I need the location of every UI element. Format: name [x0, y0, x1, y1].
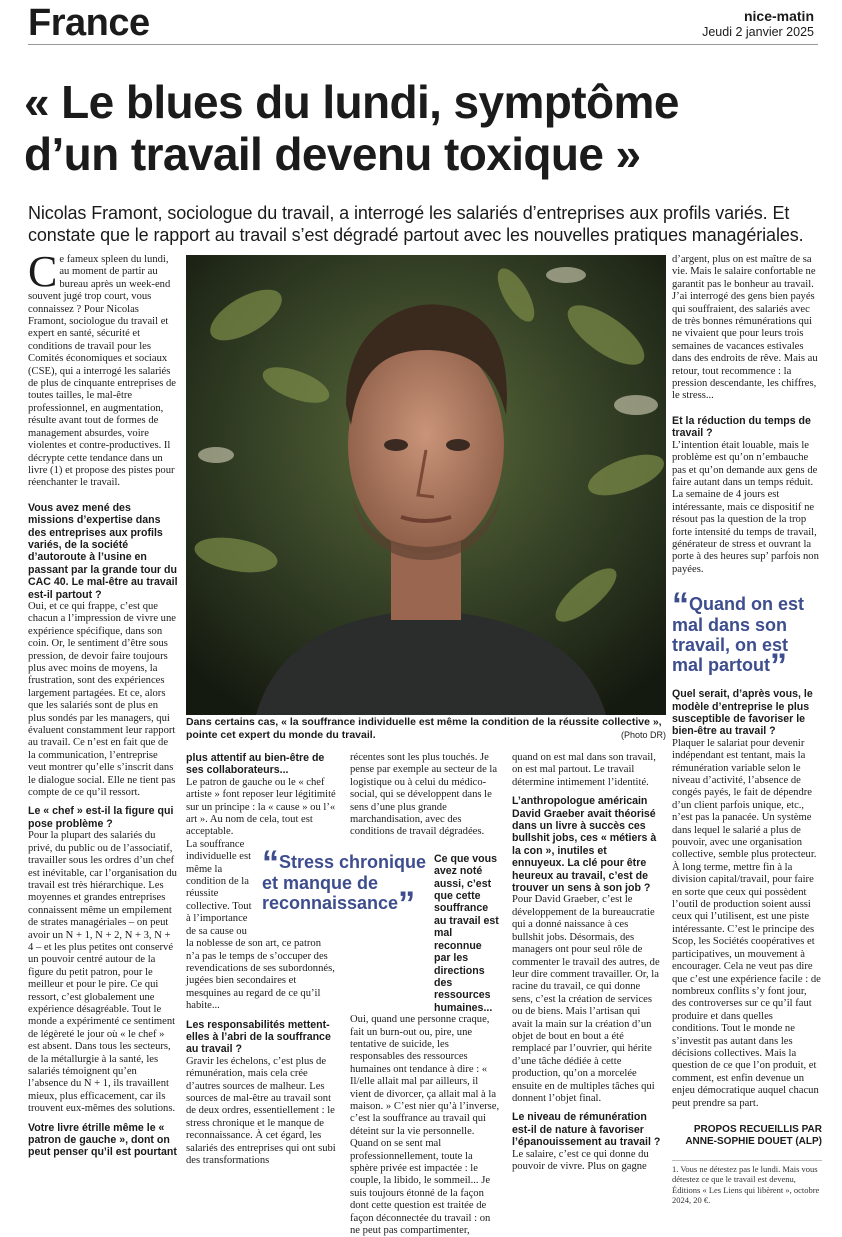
answer-7-end: d’argent, plus on est maître de sa vie. Mais le salaire confortable ne garantit pas le bonheur au travail. J’ai interrogé des gens bien payés qui souffraient, des salariés avec de très bonnes rémunérations qui ne vivaient que pour leurs trois semaines de vacances estivales dans des endroits de rêve. Mais au retour, tout recommence : la pression descendante, les chiffres, le stress...: [672, 254, 818, 402]
answer-8: L’intention était louable, mais le problème est qu’on n’embauche pas et qu’on demande aux gens de faire autant dans un temps réduit. La semaine de 4 jours est intéressante, mais ce dispositif ne résout pas la question de la trop forte intensité du temps de travail, générateur de stress et ouvrant la porte à des heures sup’ parfois non payées.: [672, 439, 819, 575]
byline: [672, 1124, 822, 1148]
question-8: Et la réduction du temps de travail ?: [672, 414, 811, 440]
caption-text: Dans certains cas, « la souffrance individuelle est même la condition de la réussite collective », pointe cet expert du monde du travail.: [186, 716, 662, 741]
question-3: Votre livre étrille même le « patron de gauche », dont on peut penser qu’il est pourtant: [28, 1121, 177, 1159]
answer-4: Gravir les échelons, c’est plus de rémunération, mais cela crée d’autres sources de malheur. Les sources de mal-être au travail sont de deux ordres, essentiellement : le stress chronique et le manque de reconnaissance. À cet égard, les salariés des entreprises qui ont subi des transformations: [186, 1055, 336, 1166]
byline-line-1: PROPOS RECUEILLIS PAR: [693, 1123, 822, 1135]
pull-quote-2: “Quand on est mal dans son travail, on est mal partout”: [672, 586, 805, 686]
portrait-illustration: [186, 255, 666, 715]
answer-7: Le salaire, c’est ce qui donne du pouvoir de vivre. Plus on gagne: [512, 1148, 649, 1172]
question-1: Vous avez mené des missions d’expertise dans des entreprises aux profils variés, de la société d’autoroute à l’usine en passant par la grande tour du CAC 40. Le mal-être au travail est-il partout ?: [28, 501, 178, 601]
column-5: [672, 254, 822, 1206]
answer-9: Plaquer le salariat pour devenir indépendant est tentant, mais la rémunération variable selon le niveau d’activité, l’absence de congés payés, le fait de dépendre d’un client parfois unique, etc., n’est pas la panacée. Un système dans lequel le salarié a plus de pouvoir, avec une organisation collective, semble plus protecteur. À long terme, mettre fin à la division capital/travail, pour faire en sorte que ceux qui possèdent l’outil de production soient aussi ceux qui l’utilisent, est une piste intéressante. C’est le principe des Scop, les Sociétés coopératives et participatives, un mouvement à encourager. Cela ne veut pas dire que c’est une expérience facile : de nombreux conflits s’y font jour, des controverses sur ce qu’il faut produire et dans quelles conditions. Tout le monde ne s’investit pas autant dans les décisions collectives. Mais la question de ce que l’on produit, et comment, est enfin devenue un enjeu démocratique auquel chacun peut prendre sa part.: [672, 737, 821, 1109]
answer-3b: La souffrance individuelle est même la condition de la réussite collective. Tout à l’importance de sa cause ou: [186, 838, 252, 937]
column-2: [186, 752, 336, 1167]
headline-line-2: d’un travail devenu toxique »: [24, 128, 641, 180]
pull-quote-1-text: Stress chronique et manque de reconnaissance: [262, 852, 427, 913]
answer-1: Oui, et ce qui frappe, c’est que chacun a l’impression de vivre une expérience spécifique, dans son coin. Or, le sentiment d’être sous pression, de devoir faire toujours plus avec moins de moyens, la frustration, sont des expériences largement partagées. Et ce, alors que les salariés sont de plus en plus sondés par les managers, qui évaluent constamment leur rapport au travail. Ce n’est en fait que de la communication, l’entreprise veut montrer qu’elle s’inscrit dans le dialogue social. Elle ne tient pas compte de ce qu’il ressort.: [28, 600, 176, 799]
answer-4-end: récentes sont les plus touchés. Je pense par exemple au secteur de la logistique ou à celui du médico-social, qui se développent dans le sens d’une plus grande marchandisation, avec des conditions de travail dégradées.: [350, 752, 498, 838]
pull-quote-1: “Stress chronique et manque de reconnaissance”: [262, 844, 427, 923]
answer-3c: la noblesse de son art, ce patron n’a pas le temps de s’occuper des revendications de ses subordonnés, jugées bien secondaires et mesquines au regard de ce qu’il habite...: [186, 938, 335, 1012]
answer-3a: Le patron de gauche ou le « chef artiste » font reposer leur légitimité sur un principe : la « cause » ou l’« art ». Au nom de cela, tout est acceptable.: [186, 776, 336, 838]
footnote: 1. Vous ne détestez pas le lundi. Mais vous détestez ce que le travail est devenu, Éditions « Les Liens qui libèrent », octobre 2024, 20 €.: [672, 1160, 822, 1206]
pull-quote-2-text: Quand on est mal dans son travail, on est mal partout: [672, 594, 805, 676]
question-3-end: plus attentif au bien-être de ses collaborateurs...: [186, 752, 325, 777]
column-3: [350, 752, 500, 1237]
header-divider: [28, 44, 818, 45]
question-7: Le niveau de rémunération est-il de nature à favoriser l’épanouissement au travail ?: [512, 1111, 661, 1149]
question-2: Le « chef » est-il la figure qui pose problème ?: [28, 805, 174, 830]
standfirst-line-2: constate que le rapport au travail s’est dégradé partout avec les nouvelles pratiques managériales.: [28, 225, 804, 245]
answer-2: Pour la plupart des salariés du privé, du public ou de l’associatif, travailler sous les ordres d’un chef est inévitable, car l’organisation du travail est très hiérarchique. Les moyennes et grandes entreprises connaissent même un empilement de strates managériales – on peut avoir un N + 1, N + 2, N + 3, N + 4 – et les plus petites ont conservé un pouvoir centré autour de la figure du petit patron, pour le meilleur et pour le pire. Ce qui ressort, c’est globalement une expérience désagréable. Tout le monde a expérimenté ce sentiment de légèreté le jour où « le chef » est absent. Dans tous les secteurs, de la métallurgie à la santé, les salariés témoignent qu’en l’absence du N + 1, ils travaillent mieux, plus efficacement, car ils trouvent eux-mêmes des solutions.: [28, 830, 177, 1115]
byline-line-2: ANNE-SOPHIE DOUET (ALP): [685, 1135, 822, 1147]
question-5: Ce que vous avez noté aussi, c’est que cette souffrance au travail est mal reconnue par les directions des ressources humaines...: [434, 852, 499, 1014]
section-title: France: [28, 2, 150, 44]
headline-line-1: « Le blues du lundi, symptôme: [24, 76, 679, 128]
column-1: [28, 247, 178, 1159]
answer-5-end: quand on est mal dans son travail, on est mal partout. Le travail détermine intimement l’identité.: [512, 752, 656, 788]
answer-6: Pour David Graeber, c’est le développement de la bureaucratie qui a donné naissance à ces bullshit jobs. Désormais, des managers ont pour seul rôle de commenter le travail des autres, de leur dire comment travailler. Or, la racine du travail, ce qui donne sens, c’est la création de services ou de biens. Mais l’artisan qui avait la main sur la création d’un objet de bout en bout a été remplacé par l’ouvrier, qui hérite d’une tâche dédiée à cette production, qu’on a morcelée ensuite en de multiples tâches qui donnent l’objet final.: [512, 894, 660, 1104]
drop-cap: C: [28, 247, 58, 296]
standfirst-line-1: Nicolas Framont, sociologue du travail, a interrogé les salariés d’entreprises aux profils variés. Et: [28, 203, 790, 223]
publication-name: nice-matin: [743, 8, 814, 24]
issue-date: Jeudi 2 janvier 2025: [702, 25, 814, 39]
standfirst: [28, 202, 828, 246]
question-9: Quel serait, d’après vous, le modèle d’entreprise le plus susceptible de favoriser le bien-être au travail ?: [672, 688, 813, 738]
headline: [24, 76, 824, 180]
answer-5: Oui, quand une personne craque, fait un burn-out ou, pire, une tentative de suicide, les responsables des ressources humaines ont tendance à dire : « Il/elle allait mal par ailleurs, il vient de divorcer, ça allait mal à la maison. » C’est nier qu’à l’inverse, c’est la souffrance au travail qui déteint sur la vie personnelle. Quand on se sent mal professionnellement, toute la sphère privée est impactée : le couple, la libido, le sommeil... Je suis toujours étonné de la façon dont cette question est traitée de façon déconnectée du travail : on ne peut pas compartimenter,: [350, 1014, 500, 1237]
column-4: [512, 752, 662, 1173]
photo-credit: (Photo DR): [620, 729, 666, 740]
portrait-photo: [186, 255, 666, 715]
question-4: Les responsabilités mettent-elles à l’abri de la souffrance au travail ?: [186, 1018, 331, 1056]
photo-caption: [186, 716, 666, 741]
question-6: L’anthropologue américain David Graeber avait théorisé dans un livre à succès ces bullshit jobs, ces « métiers à la con », inutiles et ennuyeux. La clé pour être heureux au travail, c’est de trouver un sens à son job ?: [512, 795, 657, 895]
intro-paragraph: Ce fameux spleen du lundi, au moment de partir au bureau après un week-end souvent jugé trop court, vous connaissez ? Pour Nicolas Framont, sociologue du travail et expert en santé, sécurité et conditions de travail pour les Comités économiques et sociaux (CSE), qui a interrogé les salariés de plus de cinquante entreprises de toutes tailles, le mal-être professionnel, en augmentation, résulte avant tout de formes de management absurdes, voire violentes et contre-productives. Il décrypte cette tendance dans un livre (1) et propose des pistes pour réenchanter le travail.: [28, 247, 176, 489]
